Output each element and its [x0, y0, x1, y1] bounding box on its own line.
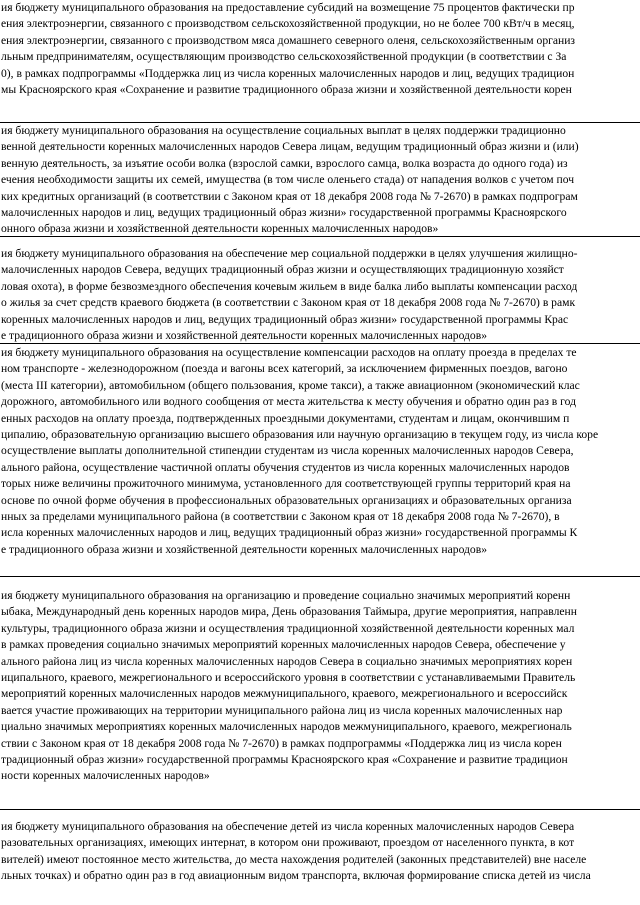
section-5-line: традиционный образ жизни» государственной программы Красноярского края «Сохранение и развитие традицион [1, 752, 568, 766]
section-4-line: ном транспорте - железнодорожном (поезда и вагоны всех категорий, за исключением фирменных поездов, вагоно [1, 362, 568, 376]
section-5-line: ия бюджету муниципального образования на организацию и проведение социально значимых мероприятий коренн [1, 589, 571, 602]
section-5-line: ального района лиц из числа коренных малочисленных народов Севера в социально значимых мероприятиях корен [1, 654, 573, 668]
section-divider [0, 343, 640, 344]
section-6-line: ия бюджету муниципального образования на обеспечение детей из числа коренных малочисленных народов Севера [1, 820, 575, 833]
section-5-line: ствии с Законом края от 18 декабря 2008 года № 7-2670) в рамках подпрограммы «Поддержка лиц из числа корен [1, 736, 562, 750]
section-1-line: льным предпринимателям, осуществляющим производство сельскохозяйственной продукции (в соответствии с За [1, 50, 567, 64]
section-5-line: циально значимых мероприятиях коренных малочисленных народов межмуниципального, краевого, межрегиональ [1, 720, 572, 734]
section-1-line: ения электроэнергии, связанного с производством сельскохозяйственной продукции, но не более 700 кВт/ч в месяц, [1, 17, 575, 31]
section-3-line: ловая охота), в форме безвозмездного обеспечения кочевым жильем в виде балка либо выплаты компенсации расход [1, 279, 578, 293]
section-4-line: ального района, осуществление частичной оплаты обучения студентов из числа коренных малочисленных народов [1, 460, 570, 474]
section-4 [0, 345, 640, 558]
section-divider [0, 809, 640, 810]
section-5-line: в рамках проведения социально значимых мероприятий коренных малочисленных народов Севера, обеспечение у [1, 638, 566, 652]
section-5-line: вается участие проживающих на территории муниципального района лиц из числа коренных малочисленных нар [1, 703, 563, 717]
section-1-line: ия бюджету муниципального образования на предоставление субсидий на возмещение 75 процентов фактически пр [1, 1, 575, 14]
section-5-line: культуры, традиционного образа жизни и осуществления традиционной хозяйственной деятельности коренных мал [1, 621, 575, 635]
section-5-line: ности коренных малочисленных народов» [1, 769, 210, 783]
section-2-line: венной деятельности коренных малочисленных народов Севера лицам, ведущим традиционный образ жизни и (или) [1, 140, 579, 154]
section-2-line: ечения необходимости защиты их семей, имущества (в том числе оленьего стада) от нападения волков с учетом поч [1, 173, 575, 187]
section-1 [0, 0, 640, 98]
section-1-line: ения электроэнергии, связанного с производством мяса домашнего северного оленя, сельскохозяйственным организ [1, 33, 576, 47]
section-4-line: нных за пределами муниципального района (в соответствии с Законом края от 18 декабря 2008 года № 7-2670), в [1, 509, 560, 523]
section-1-line: 0), в рамках подпрограммы «Поддержка лиц из числа коренных малочисленных народов и лиц, ведущих традицион [1, 66, 575, 80]
section-3-line: ия бюджету муниципального образования на обеспечение мер социальной поддержки в целях улучшения жилищно- [1, 247, 578, 260]
section-5-line: ыбака, Международный день коренных народов мира, День образования Таймыра, другие мероприятия, направленн [1, 605, 577, 619]
section-2 [0, 123, 640, 238]
section-4-line: ия бюджету муниципального образования на осуществление компенсации расходов на оплату проезда в пределах те [1, 346, 577, 359]
section-2-line: малочисленных народов и лиц, ведущих традиционный образ жизни» государственной программы Красноярского [1, 205, 567, 219]
section-3 [0, 246, 640, 344]
section-2-line: венную деятельность, за изъятие особи волка (взрослой самки, взрослого самца, волка возраста до одного года) из [1, 156, 568, 170]
section-4-line: исла коренных малочисленных народов и лиц, ведущих традиционный образ жизни» государственной программы К [1, 526, 578, 540]
section-divider [0, 576, 640, 577]
section-4-line: основе по очной форме обучения в профессиональных образовательных организациях и образовательных организа [1, 493, 572, 507]
section-3-line: о жилья за счет средств краевого бюджета (в соответствии с Законом края от 18 декабря 2008 года № 7-2670) в рамк [1, 296, 576, 310]
section-6-line: вителей) имеют постоянное место жительства, до места нахождения родителей (законных представителей) вне населе [1, 852, 587, 866]
section-5-line: мероприятий коренных малочисленных народов межмуниципального, краевого, межрегионального и всероссийск [1, 687, 568, 701]
section-5 [0, 588, 640, 785]
section-4-line: (места III категории), автомобильном (общего пользования, кроме такси), а также авиационном (экономический клас [1, 378, 580, 392]
section-4-line: е традиционного образа жизни и хозяйственной деятельности коренных малочисленных народов» [1, 542, 487, 556]
section-4-line: осуществление выплаты дополнительной стипендии студентам из числа коренных малочисленных народов Севера, [1, 444, 574, 458]
section-4-line: ципалию, образовательную организацию высшего образования или научную организацию в текущем году, из числа коре [1, 427, 599, 441]
section-3-line: коренных малочисленных народов и лиц, ведущих традиционный образ жизни» государственной программы Крас [1, 312, 569, 326]
section-1-line: мы Красноярского края «Сохранение и развитие традиционного образа жизни и хозяйственной деятельности корен [1, 82, 572, 96]
section-divider [0, 236, 640, 237]
section-3-line: малочисленных народов Севера, ведущих традиционный образ жизни и осуществляющих традиционную хозяйст [1, 263, 564, 277]
section-4-line: енных расходов на оплату проезда, подтвержденных проездными документами, студентам и лицам, окончившим п [1, 411, 570, 425]
section-6 [0, 819, 640, 885]
section-6-line: льных точках) и обратно один раз в год авиационным видом транспорта, включая формирование списка детей из числа [1, 869, 591, 883]
section-4-line: дорожного, автомобильного или водного сообщения от места жительства к месту обучения и обратно один раз в год [1, 395, 577, 409]
section-3-line: е традиционного образа жизни и хозяйственной деятельности коренных малочисленных народов» [1, 328, 487, 342]
section-4-line: торых ниже величины прожиточного минимума, установленного для соответствующей группы территорий края на [1, 477, 571, 491]
section-2-line: ия бюджету муниципального образования на осуществление социальных выплат в целях поддержки традиционно [1, 124, 566, 137]
section-2-line: онного образа жизни и хозяйственной деятельности коренных малочисленных народов» [1, 222, 439, 236]
section-5-line: иципального, краевого, межрегионального и всероссийского уровня в соответствии с устанавливаемыми Правитель [1, 670, 576, 684]
section-6-line: разовательных организациях, имеющих интернат, в котором они проживают, проездом от населенного пункта, в кот [1, 836, 575, 850]
section-2-line: ких кредитных организаций (в соответствии с Законом края от 18 декабря 2008 года № 7-2670) в рамках подпрограм [1, 189, 578, 203]
